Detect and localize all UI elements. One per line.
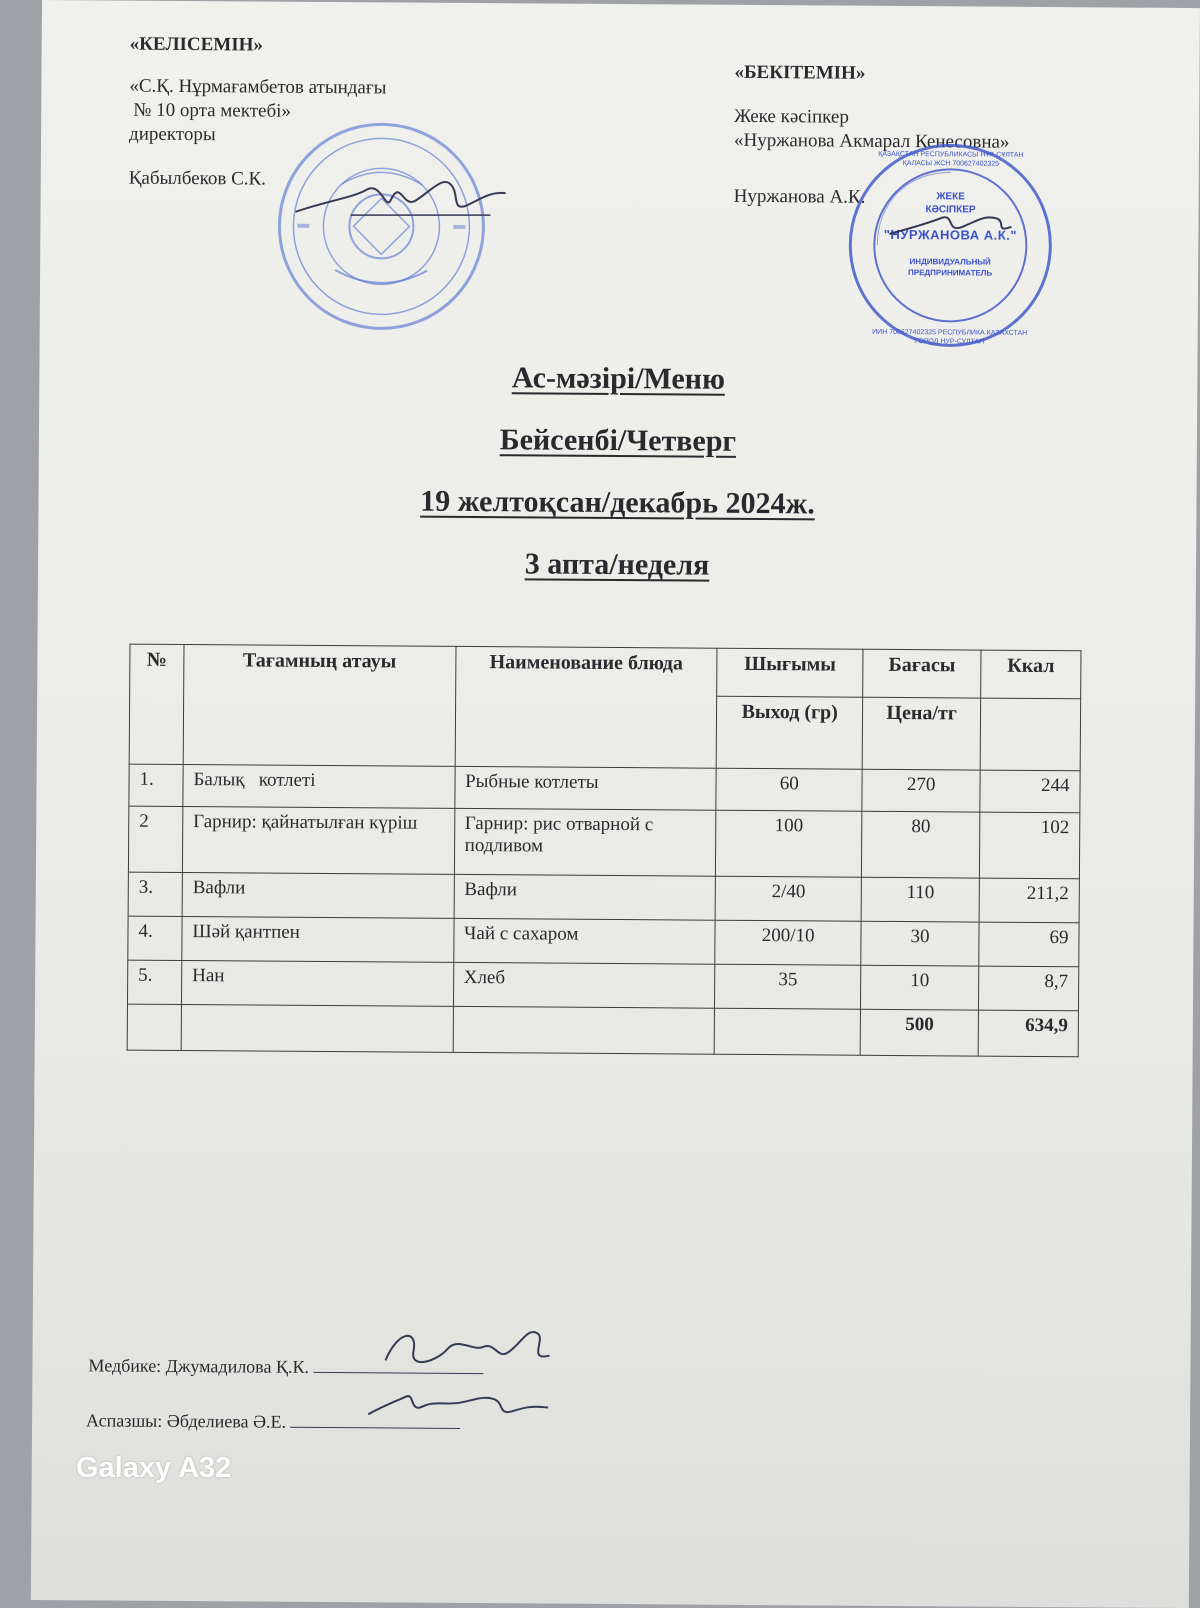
camera-watermark: Galaxy A32: [76, 1452, 232, 1484]
stamp-ring-top: ҚАЗАҚСТАН РЕСПУБЛИКАСЫ НҰР-СҰЛТАН ҚАЛАСЫ ЖСН 700627402325: [878, 150, 1024, 168]
cell-price: 110: [861, 877, 979, 922]
cell-empty: [453, 1006, 715, 1054]
cook-signature: [362, 1384, 552, 1425]
entrepreneur-signature: [885, 204, 1015, 245]
table-row: [128, 916, 1079, 967]
table-total-row: [127, 1004, 1078, 1057]
cell-output: 200/10: [715, 920, 861, 965]
cell-name-ru: Гарнир: рис отварной с подливом: [454, 808, 716, 876]
table-row: [127, 960, 1078, 1011]
table-row: [128, 806, 1079, 879]
table-row: [129, 764, 1080, 813]
menu-table: [127, 644, 1082, 1058]
stamp-line3: "НУРЖАНОВА А.К.": [883, 226, 1018, 243]
cell-num: 1.: [129, 764, 183, 806]
approval-left-heading: «КЕЛІСЕМІН»: [129, 33, 264, 56]
title-day: Бейсенбі/Четверг: [499, 423, 737, 458]
header-price: Бағасы: [863, 649, 981, 698]
cell-name-kz: Гарнир: қайнатылған күріш: [182, 807, 454, 875]
cell-kcal: 102: [979, 812, 1079, 879]
title-date: 19 желтоқсан/декабрь 2024ж.: [420, 484, 815, 521]
director-signature: [290, 170, 510, 232]
medic-signature: [377, 1320, 557, 1381]
title-menu: Ас-мәзірі/Меню: [511, 361, 726, 396]
cell-output: 2/40: [715, 876, 861, 921]
cell-price: 30: [861, 921, 979, 966]
stamp-line2: КӘСІПКЕР: [925, 204, 976, 216]
cell-num: 5.: [127, 960, 181, 1004]
cell-empty: [714, 1008, 860, 1055]
title-week: 3 апта/неделя: [524, 547, 710, 582]
cell-name-ru: Чай с сахаром: [453, 918, 715, 964]
entrepreneur-stamp: [847, 142, 1054, 349]
cell-output: 100: [716, 810, 862, 877]
cell-kcal: 244: [980, 770, 1080, 813]
cook-label: Аспазшы: Әбделиева Ә.Е.: [86, 1410, 287, 1432]
header-name-ru: Наименование блюда: [455, 646, 718, 768]
cell-price: 80: [862, 811, 980, 878]
approval-left-name: Қабылбеков С.К.: [128, 167, 267, 190]
medic-label: Медбике: Джумадилова Қ.К.: [88, 1355, 310, 1377]
cell-empty: [181, 1004, 453, 1052]
cell-empty: [127, 1004, 181, 1050]
cell-name-kz: Вафли: [182, 873, 454, 919]
cell-name-ru: Вафли: [454, 874, 716, 920]
menu-titles: [38, 355, 1198, 611]
cell-name-kz: Балық котлеті: [183, 765, 455, 809]
stamp-line5: ПРЕДПРИНИМАТЕЛЬ: [908, 268, 993, 278]
header-kcal: Ккал: [981, 650, 1081, 699]
header-num: №: [129, 644, 184, 764]
stamp-line1: ЖЕКЕ: [936, 191, 965, 203]
table-row: [128, 872, 1079, 923]
approval-right-name: Нуржанова А.К.: [733, 185, 866, 208]
approval-right-line1: Жеке кәсіпкер: [734, 105, 849, 128]
stamp-line4: ИНДИВИДУАЛЬНЫЙ: [909, 257, 991, 267]
approval-right-heading: «БЕКІТЕМІН»: [734, 61, 866, 84]
approval-left-line3: директоры: [128, 123, 216, 146]
stamp-ring-bottom: ИИН 700627402325 РЕСПУБЛИКА КАЗАХСТАН ГОРОД НУР-СУЛТАН: [872, 328, 1028, 346]
cell-output: 60: [716, 768, 862, 811]
cell-num: 3.: [128, 872, 182, 916]
approval-right-line2: «Нуржанова Акмарал Кенесовна»: [733, 129, 1010, 153]
header-name-kz: Тағамның атауы: [183, 645, 455, 767]
document-page: [31, 0, 1200, 1608]
cell-price: 10: [861, 965, 979, 1010]
cell-name-kz: Нан: [181, 960, 453, 1006]
cell-kcal: 69: [979, 922, 1079, 967]
total-kcal: 634,9: [978, 1010, 1078, 1057]
cell-price: 270: [862, 769, 980, 812]
approval-left-line2: № 10 орта мектебі»: [133, 99, 292, 122]
cell-num: 2: [128, 806, 182, 872]
header-kcal-sub: [980, 698, 1080, 771]
total-price: 500: [860, 1009, 978, 1056]
cell-name-ru: Хлеб: [453, 962, 715, 1008]
cell-name-ru: Рыбные котлеты: [454, 766, 716, 810]
cell-kcal: 211,2: [979, 878, 1079, 923]
cell-name-kz: Шәй қантпен: [182, 917, 454, 963]
cell-output: 35: [715, 964, 861, 1009]
header-price-sub: Цена/тг: [862, 697, 980, 770]
header-output-sub: Выход (гр): [716, 696, 862, 769]
header-output: Шығымы: [717, 648, 863, 697]
cell-num: 4.: [128, 916, 182, 960]
approval-left-line1: «С.Қ. Нұрмағамбетов атындағы: [129, 75, 387, 99]
cell-kcal: 8,7: [979, 966, 1079, 1011]
